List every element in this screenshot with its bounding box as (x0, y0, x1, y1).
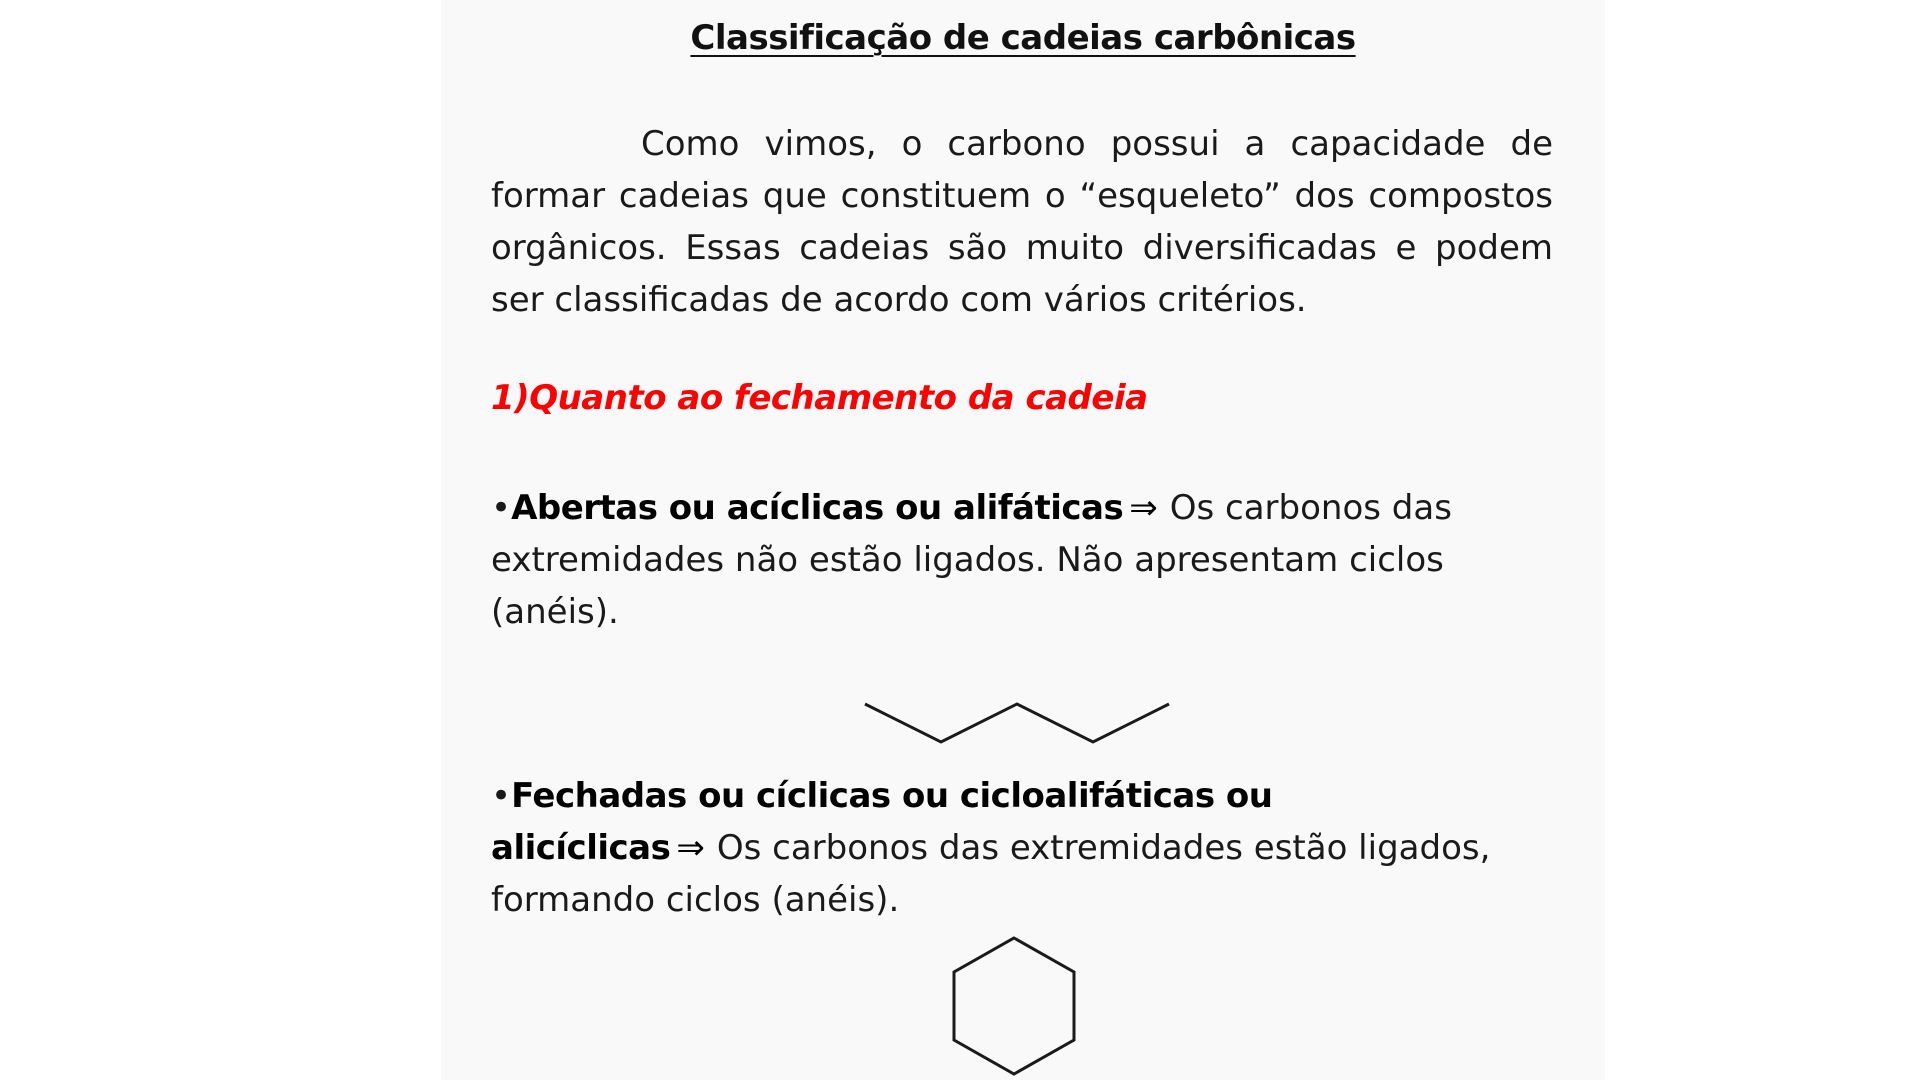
section-heading: 1)Quanto ao fechamento da cadeia (491, 378, 1148, 418)
double-arrow-icon: ⇒ (1129, 488, 1158, 528)
hexagon-ring-icon (949, 934, 1079, 1078)
open-chain-item (491, 482, 1553, 638)
intro-paragraph: Como vimos, o carbono possui a capacidade de formar cadeias que constituem o “esqueleto” dos compostos orgânicos. Essas cadeias são muito diversificadas e podem ser classificadas de acordo com vários critérios. (491, 124, 1553, 320)
item-description: Os carbonos das extremidades estão ligados, formando ciclos (anéis). (491, 828, 1491, 920)
document-page (441, 0, 1605, 1080)
item-description: Os carbonos das extremidades não estão ligados. Não apresentam ciclos (anéis). (491, 488, 1452, 632)
bullet: • (491, 776, 512, 816)
closed-chain-item (491, 770, 1553, 926)
bullet: • (491, 488, 512, 528)
double-arrow-icon: ⇒ (676, 828, 705, 868)
page-title: Classificação de cadeias carbônicas (690, 18, 1356, 58)
item-title: Abertas ou acíclicas ou alifáticas (511, 488, 1124, 528)
open-chain-zigzag-icon (861, 698, 1181, 748)
item-title: Fechadas ou cíclicas ou cicloalifáticas ou alicíclicas (491, 776, 1273, 868)
